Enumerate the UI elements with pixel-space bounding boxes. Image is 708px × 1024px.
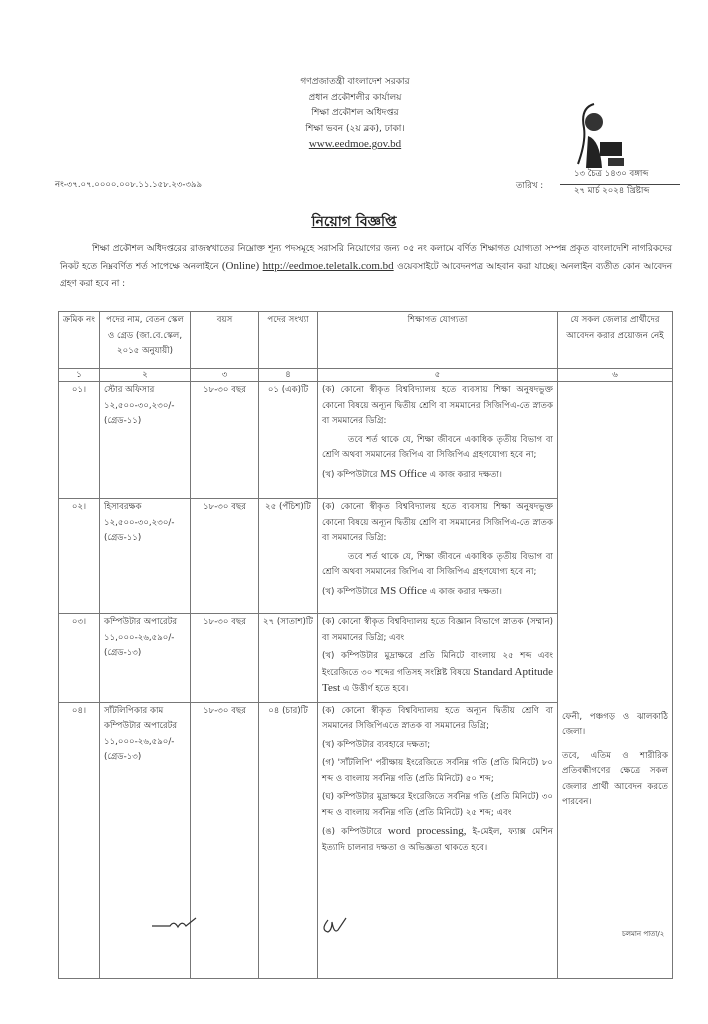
qualification-text: (খ) কম্পিউটারে (322, 469, 378, 480)
age-cell: ১৮-৩০ বছর (191, 382, 259, 499)
qualification-cell (318, 499, 558, 614)
intro-paragraph (60, 241, 672, 293)
qualification-english: word processing, (387, 825, 467, 837)
grade: (গ্রেড-১৩) (104, 752, 142, 762)
col-number: ৫ (318, 369, 558, 382)
qualification-item: (ক) কোনো স্বীকৃত বিশ্ববিদ্যালয় হতে বিজ্ঞান বিভাগে স্নাতক (সম্মান) বা সমমানের ডিগ্রি; এবং (322, 617, 553, 643)
qualification-english: MS Office (380, 584, 427, 597)
qualification-item (322, 649, 553, 698)
post-cell (100, 614, 191, 703)
date-bangla: ১৩ চৈত্র ১৪৩০ বঙ্গাব্দ (560, 167, 680, 185)
post-cell (100, 702, 191, 978)
qualification-english: Standard Aptitude Test (322, 665, 553, 694)
pay-scale: ১২,৫০০-৩০,২৩০/- (104, 517, 175, 528)
qualification-cell (318, 702, 558, 978)
qualification-cell (318, 614, 558, 703)
intro-text-1: শিক্ষা প্রকৌশল অধিদপ্তরের রাজস্বখাতের নিম্নোক্ত শূন্য পদসমূহে সরাসরি নিয়োগের জন্য ০৫ নং কলামে বর্ণিত শিক্ষাগত যোগ্যতা সম্পন্ন প্রকৃত বাংলাদেশি নাগরিকদের নিকট হতে নিম্নবর্ণিত শর্ত সাপেক্ষে অনলাইনে (60, 244, 672, 272)
post-count-cell: ০১ (এক)টি (259, 382, 318, 499)
post-count-cell: ০৪ (চার)টি (259, 702, 318, 978)
qualification-item: (ক) কোনো স্বীকৃত বিশ্ববিদ্যালয় হতে অন্যূন দ্বিতীয় শ্রেণি বা সমমানের সিজিপিএতে স্নাতক বা সমমানের ডিগ্রি; (322, 705, 553, 731)
qualification-item (322, 467, 553, 484)
col-number: ১ (59, 369, 100, 382)
apply-url-link[interactable]: http://eedmoe.teletalk.com.bd (262, 260, 394, 272)
col-header: শিক্ষাগত যোগ্যতা (318, 312, 558, 369)
table-header-row (59, 312, 673, 369)
column-number-row (59, 369, 673, 382)
qualification-text: এ উত্তীর্ণ হতে হবে। (342, 684, 409, 694)
signature (150, 914, 200, 934)
col-number: ২ (100, 369, 191, 382)
serial-cell: ০৩। (59, 614, 100, 703)
qualification-text: এ কাজ করার দক্ষতা। (429, 469, 502, 480)
qualification-text: ই-মেইল, ফ্যাক্স মেশিন ইত্যাদি চালনার দক্ষতা ও অভিজ্ঞতা থাকতে হবে। (322, 827, 553, 853)
col-number: ৬ (558, 369, 673, 382)
qualification-item (322, 824, 553, 856)
post-count-cell: ২৫ (পঁচিশ)টি (259, 499, 318, 614)
excluded-districts: ফেনী, পঞ্চগড় ও ঝালকাঠি জেলা। (562, 711, 668, 738)
intro-online: (Online) (221, 260, 260, 272)
header-line: শিক্ষা ভবন (২য় ব্লক), ঢাকা। (305, 123, 405, 134)
col-header: যে সকল জেলার প্রার্থীদের আবেদন করার প্রয়োজন নেই (558, 312, 673, 369)
website-link[interactable]: www.eedmoe.gov.bd (308, 138, 402, 150)
col-header: পদের নাম, বেতন স্কেল ও গ্রেড (জা.বে.স্কেল, ২০১৫ অনুযায়ী) (100, 312, 191, 369)
post-cell (100, 382, 191, 499)
header-line: প্রধান প্রকৌশলীর কার্যালয় (308, 92, 402, 103)
col-number: ৪ (259, 369, 318, 382)
mujib-borsho-logo (572, 98, 634, 170)
grade: (গ্রেড-১১) (104, 416, 142, 426)
date-label: তারিখ : (516, 181, 544, 191)
intro-text-2: ওয়েবসাইটে আবেদনপত্র আহবান করা যাচ্ছে। অনলাইন ব্যতীত কোন আবেদন গ্রহণ করা হবে না : (60, 262, 673, 289)
qualification-item: (ক) কোনো স্বীকৃত বিশ্ববিদ্যালয় হতে ব্যবসায় শিক্ষা অনুষদভুক্ত কোনো বিষয়ে অন্যূন দ্বিতীয় শ্রেণি বা সমমানের সিজিপিএ-তে স্নাতক বা সমমানের ডিগ্রি: (322, 502, 553, 543)
serial-cell: ০২। (59, 499, 100, 614)
signature (318, 914, 348, 938)
post-name: সাঁটলিপিকার কাম কম্পিউটার অপারেটর (104, 705, 178, 731)
age-cell: ১৮-৩০ বছর (191, 702, 259, 978)
qualification-text: (খ) কম্পিউটার মুদ্রাক্ষরে প্রতি মিনিটে বাংলায় ২৫ শব্দ এবং ইংরেজিতে ৩০ শব্দের গতিসহ সংশ্লিষ্ট বিষয়ে (322, 651, 553, 678)
serial-cell: ০৪। (59, 702, 100, 978)
memo-number: নং-৩৭.০৭.০০০০.০০৮.১১.১৫৮.২৩-৩৯৯ (55, 180, 203, 190)
qualification-item: (ঘ) কম্পিউটার মুদ্রাক্ষরে ইংরেজিতে সর্বনিম্ন গতি (প্রতি মিনিটে) ৩০ শব্দ ও বাংলায় সর্বনিম্ন গতি (প্রতি মিনিটে) ২৫ শব্দ; এবং (322, 792, 553, 818)
qualification-item: (ক) কোনো স্বীকৃত বিশ্ববিদ্যালয় হতে ব্যবসায় শিক্ষা অনুষদভুক্ত কোনো বিষয়ে অন্যূন দ্বিতীয় শ্রেণি বা সমমানের সিজিপিএ-তে স্নাতক বা সমমানের ডিগ্রি: (322, 385, 553, 426)
qualification-item: তবে শর্ত থাকে যে, শিক্ষা জীবনে একাধিক তৃতীয় বিভাগ বা শ্রেণি অথবা সমমানের জিপিএ বা সিজিপিএ গ্রহণযোগ্য হবে না; (322, 551, 553, 577)
grade: (গ্রেড-১১) (104, 533, 142, 543)
office-header (250, 75, 460, 154)
qualification-english: MS Office (380, 467, 427, 480)
age-cell: ১৮-৩০ বছর (191, 614, 259, 703)
pay-scale: ১১,০০০-২৬,৫৯০/- (104, 736, 175, 747)
excluded-districts-cell (558, 382, 673, 979)
post-name: স্টোর অফিসার (104, 385, 155, 395)
qualification-cell (318, 382, 558, 499)
page-title: নিয়োগ বিজ্ঞপ্তি (311, 214, 397, 230)
pay-scale: ১১,০০০-২৬,৫৯০/- (104, 632, 175, 643)
post-name: কম্পিউটার অপারেটর (104, 617, 178, 627)
qualification-text: (ঙ) কম্পিউটারে (322, 827, 382, 837)
post-count-cell: ২৭ (সাতাশ)টি (259, 614, 318, 703)
col-number: ৩ (191, 369, 259, 382)
col-header: পদের সংখ্যা (259, 312, 318, 369)
table-row (59, 382, 673, 499)
header-line: গণপ্রজাতন্ত্রী বাংলাদেশ সরকার (300, 77, 410, 87)
age-cell: ১৮-৩০ বছর (191, 499, 259, 614)
vacancy-table (58, 311, 673, 979)
header-line: শিক্ষা প্রকৌশল অধিদপ্তর (311, 108, 399, 118)
qualification-item: (খ) কম্পিউটার ব্যবহারে দক্ষতা; (322, 739, 431, 750)
pay-scale: ১২,৫০০-৩০,২৩০/- (104, 400, 175, 411)
grade: (গ্রেড-১৩) (104, 648, 142, 658)
post-name: হিসাবরক্ষক (104, 502, 142, 512)
qualification-text: এ কাজ করার দক্ষতা। (429, 586, 502, 597)
qualification-item: (গ) 'সাঁটলিপি' পরীক্ষায় ইংরেজিতে সর্বনিম্ন গতি (প্রতি মিনিটে) ৮০ শব্দ ও বাংলায় সর্বনিম্ন গতি (প্রতি মিনিটে) ৫০ শব্দ; (322, 758, 553, 784)
exception-note: তবে, এতিম ও শারীরিক প্রতিবন্ধীগণের ক্ষেত্রে সকল জেলার প্রার্থী আবেদন করতে পারবেন। (562, 750, 668, 808)
qualification-text: (খ) কম্পিউটারে (322, 586, 378, 597)
date-english: ২৭ মার্চ ২০২৪ খ্রিষ্টাব্দ (574, 186, 650, 196)
post-cell (100, 499, 191, 614)
qualification-item (322, 584, 553, 601)
serial-cell: ০১। (59, 382, 100, 499)
continued-page-note: চলমান পাতা/২ (622, 930, 665, 938)
qualification-item: তবে শর্ত থাকে যে, শিক্ষা জীবনে একাধিক তৃতীয় বিভাগ বা শ্রেণি অথবা সমমানের জিপিএ বা সিজিপিএ গ্রহণযোগ্য হবে না; (322, 434, 553, 460)
col-header: বয়স (191, 312, 259, 369)
col-header: ক্রমিক নং (59, 312, 100, 369)
